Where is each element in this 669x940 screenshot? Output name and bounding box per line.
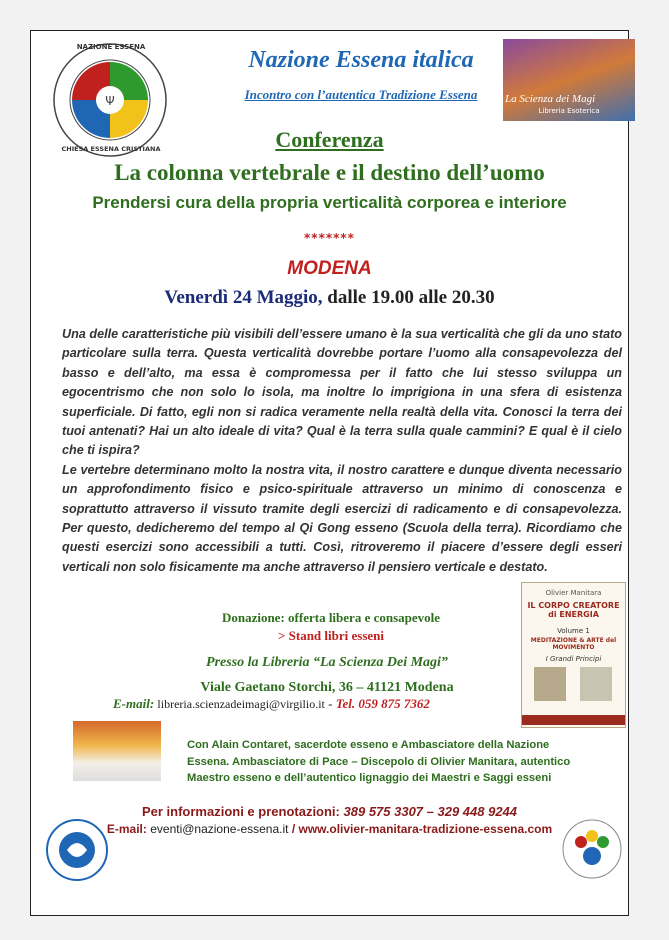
venue-address: Viale Gaetano Storchi, 36 – 41121 Modena xyxy=(200,680,454,695)
contact-info-label: Per informazioni e prenotazioni: xyxy=(141,804,340,819)
contact-email-line xyxy=(31,822,628,836)
separator: ******* xyxy=(304,231,355,245)
venue-name: Presso la Libreria “La Scienza Dei Magi” xyxy=(206,655,448,670)
logo-ring-top: NAZIONE ESSENA xyxy=(76,43,146,51)
contact-info xyxy=(31,804,628,819)
donation xyxy=(171,610,491,626)
speaker-photo xyxy=(73,721,161,781)
contact-email[interactable]: eventi@nazione-essena.it xyxy=(150,822,289,836)
contact-phones[interactable]: 389 575 3307 – 329 448 9244 xyxy=(343,804,518,819)
contact-email-label: E-mail: xyxy=(106,822,147,836)
event-date: Venerdì 24 Maggio, xyxy=(164,287,323,308)
event-datetime xyxy=(31,287,628,309)
book-band xyxy=(522,715,625,725)
speaker-bio: Con Alain Contaret, sacerdote esseno e Ambasciatore della Nazione Essena. Ambasciatore di Pace – Discepolo di Olivier Manitara, autentico Maestro esseno e dell’autentico lignaggio dei Maestri e Saggi esseni xyxy=(187,739,571,784)
book-volume: Volume 1 xyxy=(557,627,590,635)
venue-contact xyxy=(113,696,430,712)
book-title: IL CORPO CREATORE di ENERGIA xyxy=(527,601,620,619)
event-kind: Conferenza xyxy=(275,127,384,152)
svg-text:Ψ: Ψ xyxy=(105,94,115,108)
shop-logo-sublabel: Libreria Esoterica xyxy=(538,107,600,115)
book-series: I Grandi Principi xyxy=(545,655,602,663)
venue-email-label: E-mail: xyxy=(113,696,155,711)
ambassador-logo xyxy=(561,818,623,880)
event-time: dalle 19.00 alle 20.30 xyxy=(327,287,495,308)
book-photo-2 xyxy=(580,667,612,701)
description-paragraph-1: Una delle caratteristiche più visibili dell’essere umano è la sua verticalità che gli da uno stato particolare sulla terra. Questa verticalità dovrebbe portare l’uomo alla consapevolezza del basso e dell’alto, ma essa è compromessa per il fatto che lui stesso sviluppa un egocentrismo che non solo lo isola, ma inoltre lo imprigiona in una sfera di esistenza superficiale. Di fatto, egli non si radica veramente nella realtà della vita. Conosci la terra dei tuoi antenati? Hai un alto ideale di vita? Qual è la terra sulla quale cammini? E qual è il cielo che ti ispira? xyxy=(62,327,622,458)
venue-dash: - xyxy=(328,696,336,711)
venue-tel[interactable]: Tel. 059 875 7362 xyxy=(335,696,430,711)
donation-stand: > Stand libri esseni xyxy=(277,628,384,643)
description xyxy=(62,325,622,577)
donation-value: offerta libera e consapevole xyxy=(288,610,441,625)
header-subtitle: Incontro con l’autentica Tradizione Essena xyxy=(244,87,478,102)
header-title: Nazione Essena italica xyxy=(248,47,474,73)
event-city: MODENA xyxy=(287,258,372,279)
event-title: La colonna vertebrale e il destino dell’uomo xyxy=(114,160,545,185)
logo-ring-bottom: CHIESA ESSENA CRISTIANA xyxy=(61,145,161,153)
book-subtitle: MEDITAZIONE & ARTE del MOVIMENTO xyxy=(530,637,617,651)
event-subtitle: Prendersi cura della propria verticalità corporea e interiore xyxy=(92,193,567,212)
book-author: Olivier Manitara xyxy=(545,589,602,597)
donation-label: Donazione: xyxy=(221,610,285,625)
description-paragraph-2: Le vertebre determinano molto la nostra vita, il nostro carattere e dunque diventa necessario un approfondimento fisico e psico-spirituale attraverso un minimo di conoscenza e soprattutto attraverso il vissuto tramite degli esercizi di radicamento e di consapevolezza. Per questo, dedicheremo del tempo al Qi Gong esseno (Scuola della terra). Ricordiamo che questi esercizi sono accessibili a tutti. Così, ritroveremo il piacere d’essere degli esseri verticali non solo fisicamente ma anche attraverso il pensiero verticale e destato. xyxy=(62,462,622,574)
contact-site[interactable]: / www.olivier-manitara-tradizione-essena.com xyxy=(291,822,553,836)
flyer xyxy=(30,30,629,916)
venue-email[interactable]: libreria.scienzadeimagi@virgilio.it xyxy=(157,697,325,711)
book-photo-1 xyxy=(534,667,566,701)
cnu-logo xyxy=(45,818,109,882)
shop-logo-label: La Scienza dei Magi xyxy=(505,93,596,105)
book-cover xyxy=(521,582,626,728)
